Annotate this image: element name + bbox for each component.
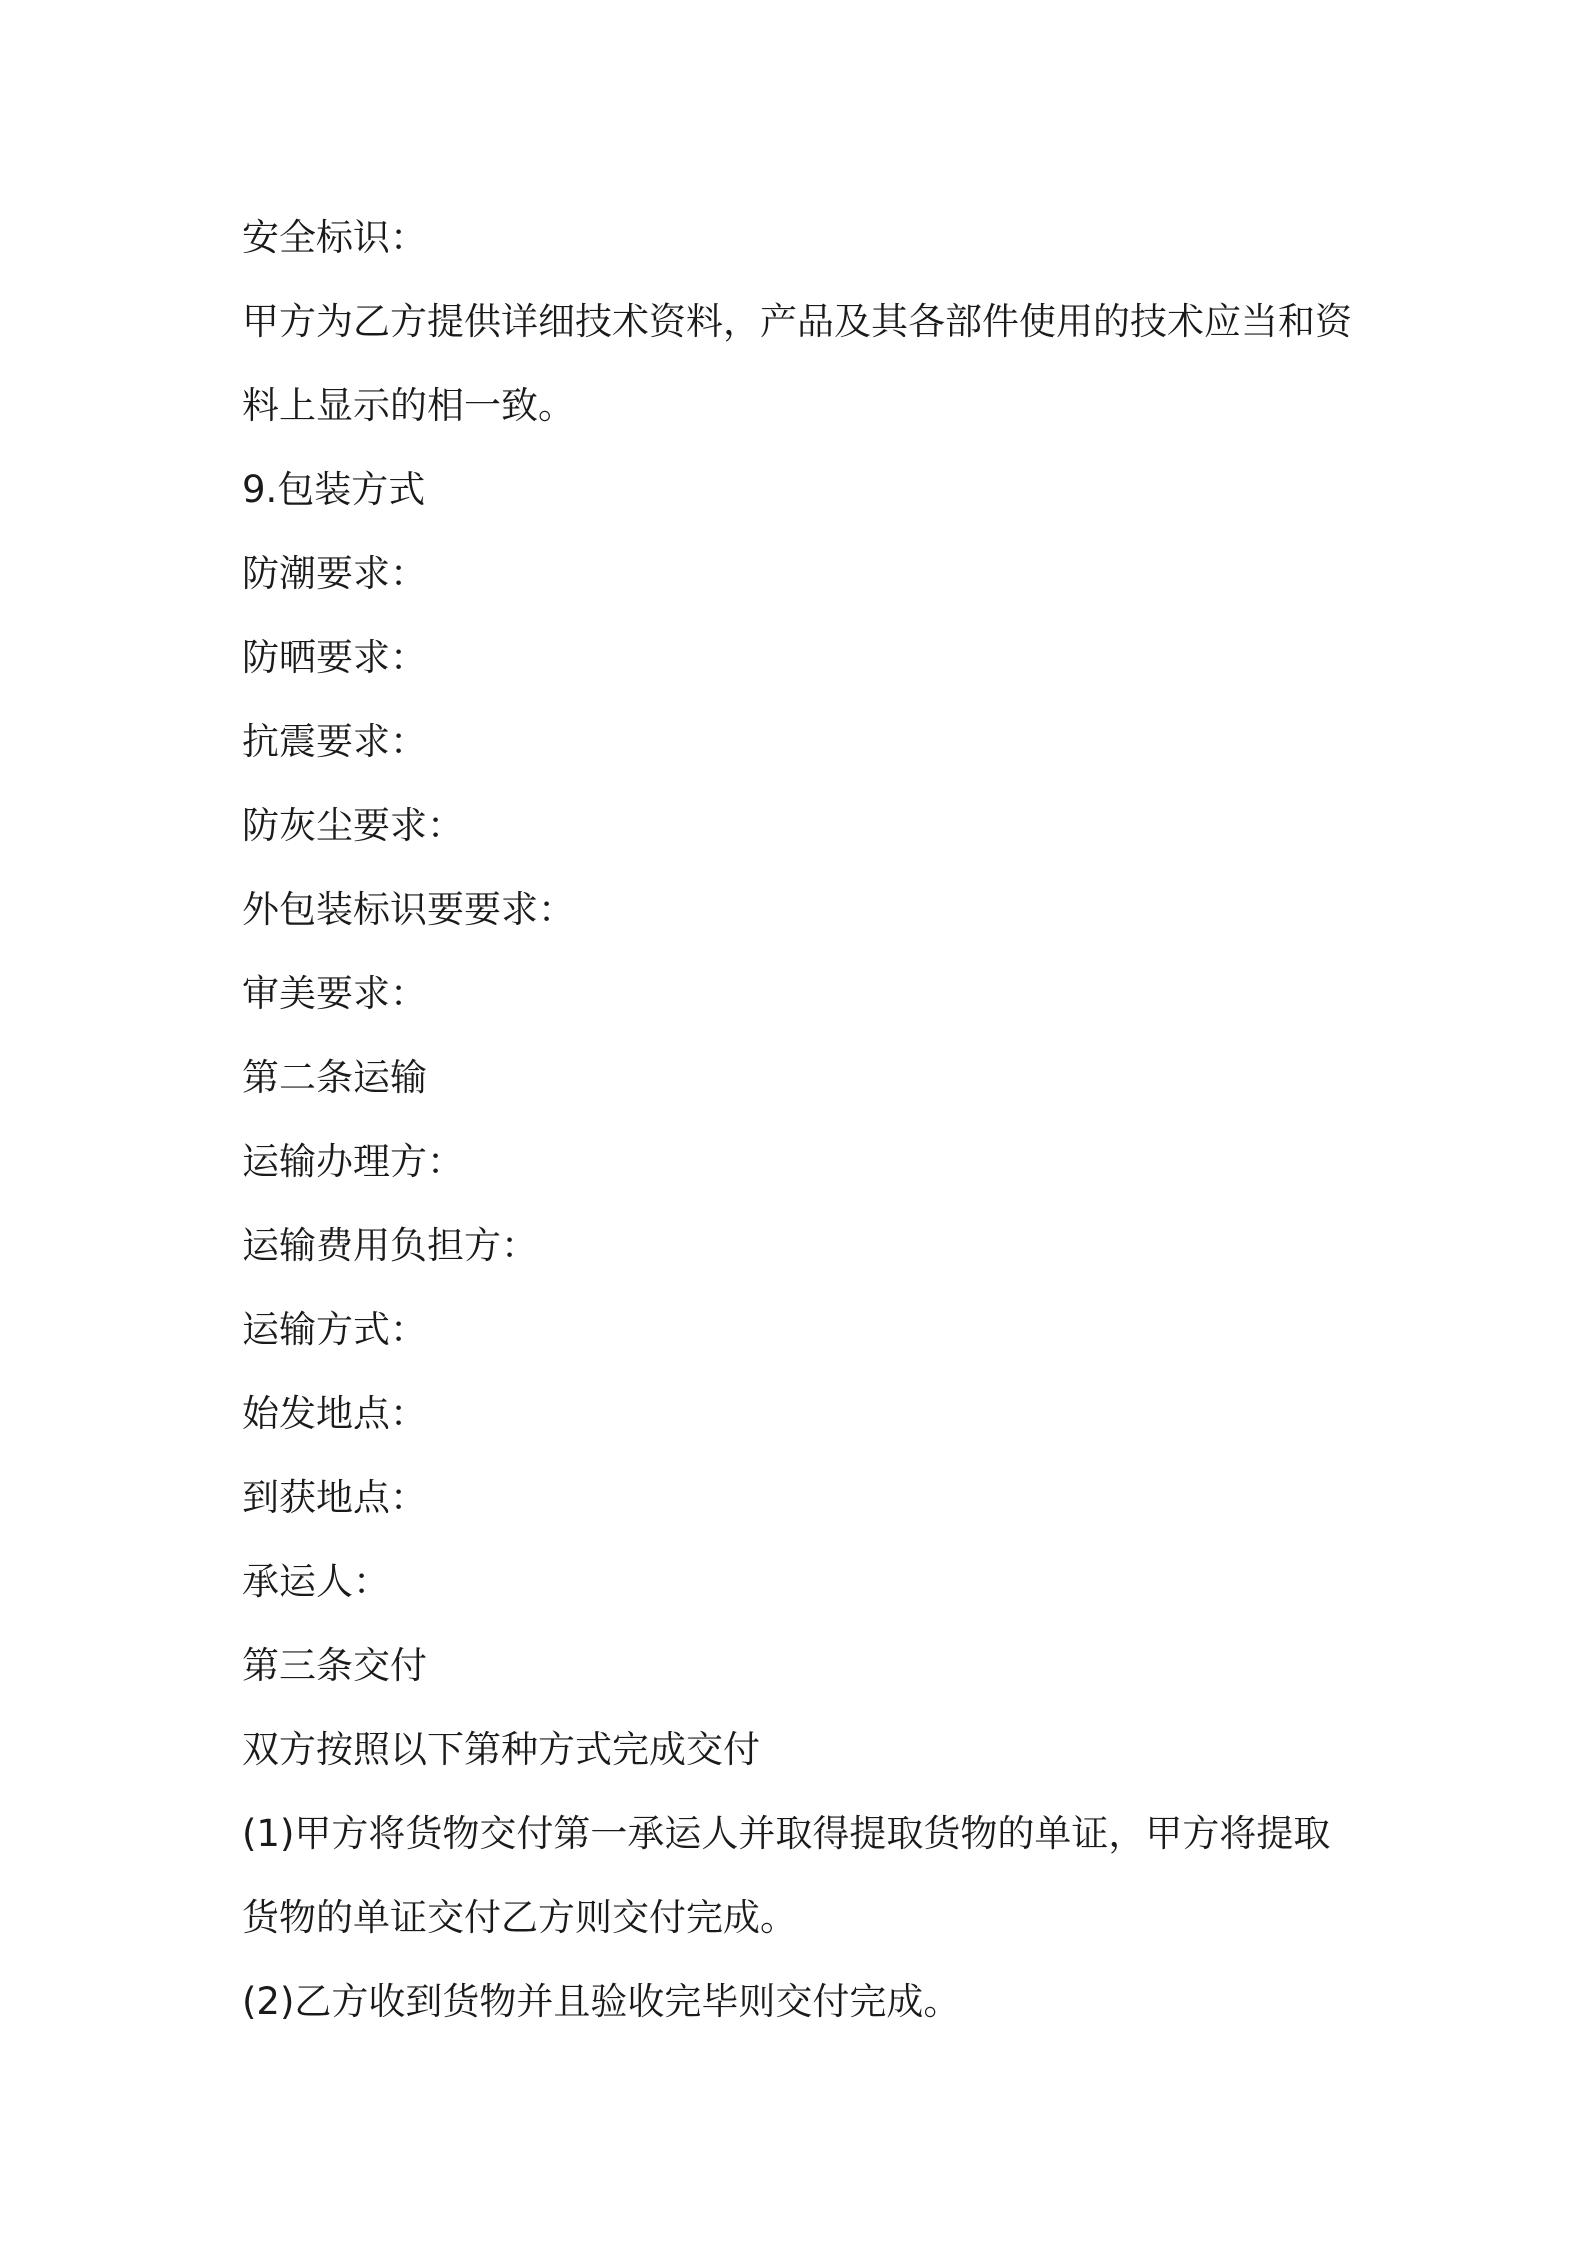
section-heading-packaging: 9.包装方式 <box>242 468 426 511</box>
section-heading-delivery: 第三条交付 <box>242 1644 427 1687</box>
document-body <box>242 196 1362 2044</box>
text-line-shock-requirement: 抗震要求： <box>242 720 427 763</box>
text-line-safety-label: 安全标识： <box>242 216 427 259</box>
text-line-aesthetic-requirement: 审美要求： <box>242 972 427 1015</box>
section-heading-transport: 第二条运输 <box>242 1056 427 1099</box>
text-line-transport-cost-bearer: 运输费用负担方： <box>242 1224 538 1267</box>
text-line-origin: 始发地点： <box>242 1392 427 1435</box>
text-line-dust-requirement: 防灰尘要求： <box>242 804 464 847</box>
text-line-moisture-requirement: 防潮要求： <box>242 552 427 595</box>
text-line-transport-handler: 运输办理方： <box>242 1140 464 1183</box>
text-line-outer-label-requirement: 外包装标识要要求： <box>242 888 575 931</box>
text-line-carrier: 承运人： <box>242 1560 390 1603</box>
text-line-delivery-option-1b: 货物的单证交付乙方则交付完成。 <box>242 1896 797 1939</box>
text-line-delivery-option-2: (2)乙方收到货物并且验收完毕则交付完成。 <box>242 1980 961 2023</box>
text-line-tech-docs-1: 甲方为乙方提供详细技术资料，产品及其各部件使用的技术应当和资 <box>242 300 1352 343</box>
text-line-delivery-option-1a: (1)甲方将货物交付第一承运人并取得提取货物的单证，甲方将提取 <box>242 1812 1331 1855</box>
text-line-sun-requirement: 防晒要求： <box>242 636 427 679</box>
text-line-tech-docs-2: 料上显示的相一致。 <box>242 384 575 427</box>
text-line-delivery-intro: 双方按照以下第种方式完成交付 <box>242 1728 760 1771</box>
text-line-transport-method: 运输方式： <box>242 1308 427 1351</box>
text-line-destination: 到获地点： <box>242 1476 427 1519</box>
